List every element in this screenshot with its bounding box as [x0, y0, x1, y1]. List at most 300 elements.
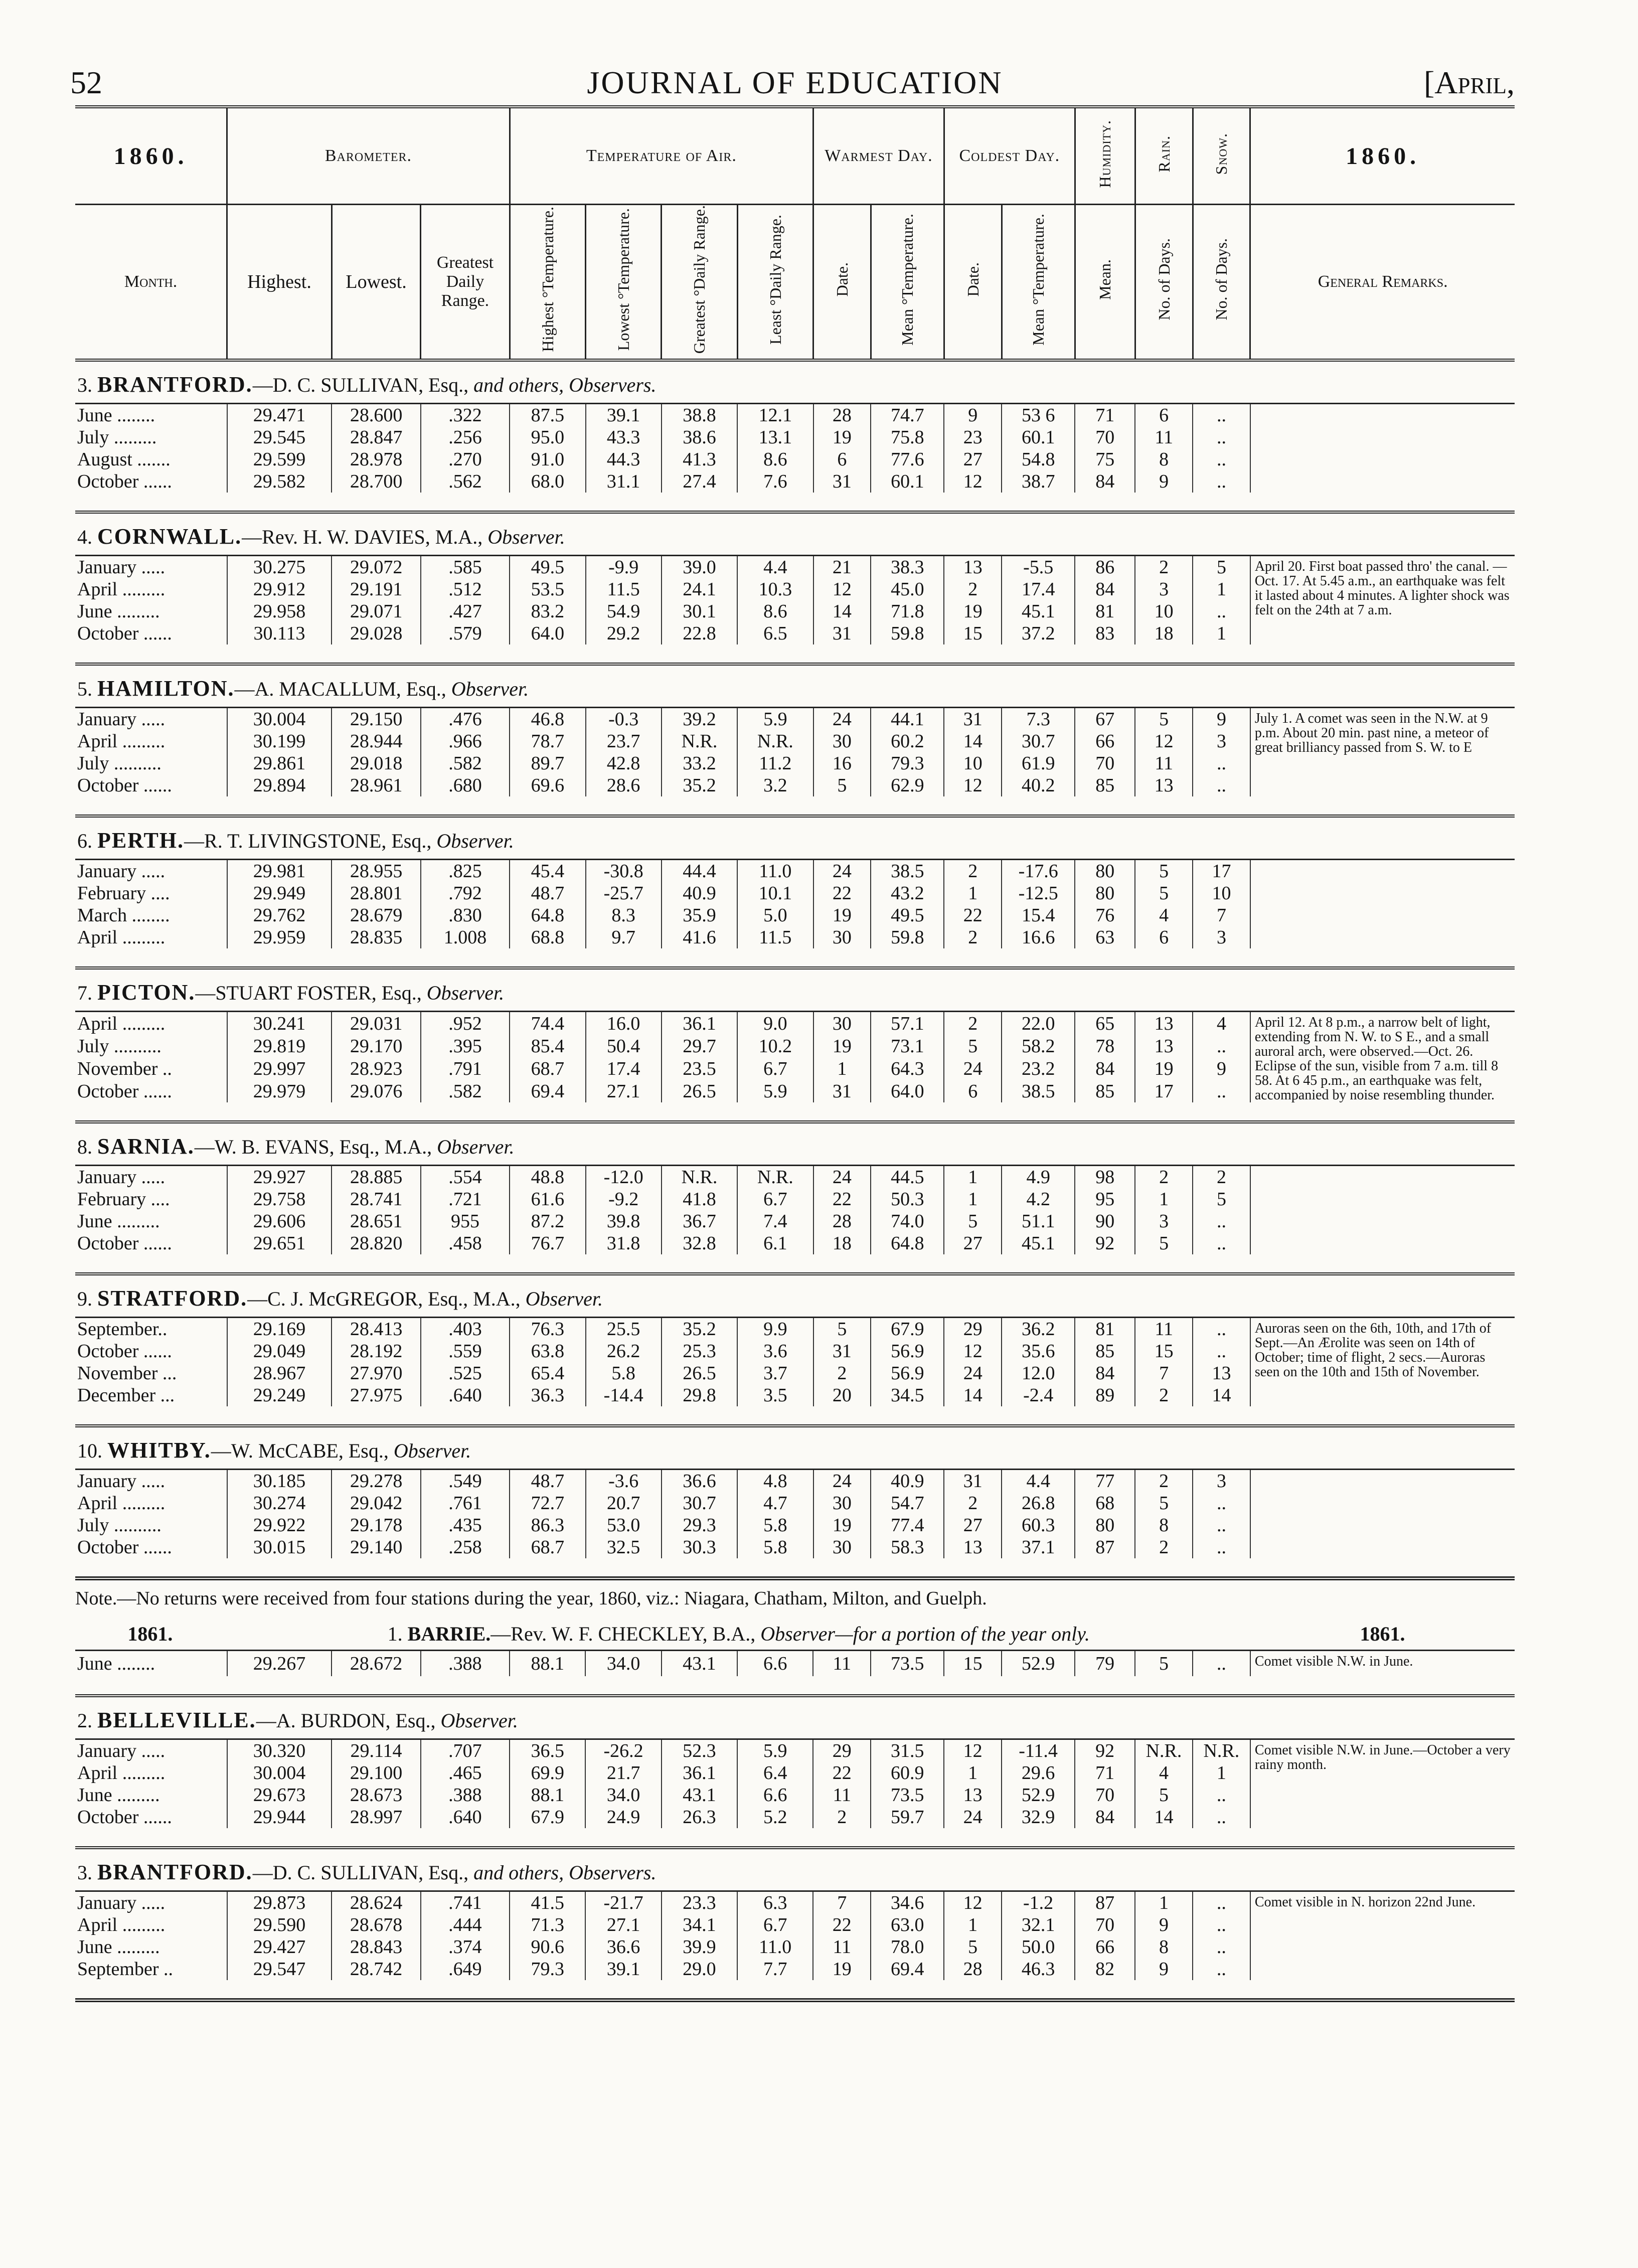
- value-cell: 29.267: [227, 1651, 332, 1677]
- value-cell: 28: [813, 404, 871, 427]
- observer-role: Observer.: [451, 677, 529, 700]
- value-cell: 66: [1075, 1936, 1135, 1958]
- value-cell: 25.5: [586, 1318, 662, 1341]
- value-cell: .792: [421, 882, 510, 904]
- month-cell: June .........: [77, 1936, 160, 1958]
- station-title: [75, 968, 1515, 1012]
- value-cell: 53.5: [510, 578, 585, 600]
- station-number: 1.: [387, 1622, 403, 1645]
- value-cell: 82: [1075, 1958, 1135, 1980]
- value-cell: N.R.: [1135, 1739, 1193, 1762]
- value-cell: 43.2: [871, 882, 944, 904]
- value-cell: 29.249: [227, 1384, 332, 1406]
- value-cell: 33.2: [662, 752, 737, 774]
- value-cell: 29.547: [227, 1958, 332, 1980]
- value-cell: 81: [1075, 600, 1135, 622]
- value-cell: 7.6: [737, 470, 813, 493]
- value-cell: 38.6: [662, 426, 737, 448]
- value-cell: 24.1: [662, 578, 737, 600]
- value-cell: .512: [421, 578, 510, 600]
- value-cell: 59.7: [871, 1806, 944, 1828]
- value-cell: 50.4: [586, 1035, 662, 1057]
- value-cell: 1: [944, 1914, 1002, 1936]
- value-cell: .427: [421, 600, 510, 622]
- value-cell: 31: [813, 1080, 871, 1102]
- station-title: [75, 1122, 1515, 1166]
- value-cell: 8: [1135, 448, 1193, 470]
- value-cell: 29.590: [227, 1914, 332, 1936]
- value-cell: 4.7: [737, 1492, 813, 1514]
- value-cell: 35.2: [662, 774, 737, 796]
- value-cell: 83: [1075, 622, 1135, 644]
- value-cell: 8: [1135, 1514, 1193, 1536]
- value-cell: ..: [1193, 404, 1250, 427]
- value-cell: 29.028: [332, 622, 420, 644]
- value-cell: 32.8: [662, 1232, 737, 1254]
- month-cell: January .....: [77, 1892, 166, 1914]
- value-cell: 30: [813, 1536, 871, 1558]
- value-cell: 71: [1075, 1762, 1135, 1784]
- value-cell: 7: [813, 1891, 871, 1914]
- value-cell: 24: [813, 708, 871, 731]
- station-name: BARRIE.: [407, 1622, 491, 1645]
- value-cell: 21: [813, 556, 871, 579]
- value-cell: 1: [813, 1057, 871, 1080]
- month-cell: October ......: [77, 775, 172, 796]
- value-cell: 24: [944, 1057, 1002, 1080]
- warm-mean-header: Mean °Temperature.: [898, 213, 917, 346]
- value-cell: 4: [1135, 1762, 1193, 1784]
- value-cell: 26.3: [662, 1806, 737, 1828]
- value-cell: 29.100: [332, 1762, 420, 1784]
- value-cell: 49.5: [871, 904, 944, 926]
- value-cell: 1: [944, 1762, 1002, 1784]
- value-cell: -9.2: [586, 1188, 662, 1210]
- value-cell: 39.1: [585, 1958, 661, 1980]
- remarks-cell: Comet visible N.W. in June.: [1250, 1651, 1515, 1677]
- observer: —W. McCABE, Esq.,: [211, 1439, 389, 1462]
- value-cell: 4.4: [1002, 1470, 1075, 1493]
- value-cell: 955: [421, 1210, 510, 1232]
- value-cell: 45.1: [1002, 600, 1075, 622]
- value-cell: 6: [944, 1080, 1002, 1102]
- value-cell: 28.413: [332, 1318, 420, 1341]
- year-left: 1860.: [75, 107, 227, 205]
- value-cell: 4: [1193, 1012, 1250, 1035]
- month-cell: June .........: [77, 1785, 160, 1806]
- value-cell: 15: [944, 622, 1002, 644]
- snow-header: Snow.: [1212, 132, 1231, 175]
- value-cell: 13: [1135, 774, 1193, 796]
- value-cell: ..: [1193, 1958, 1250, 1980]
- value-cell: 29.819: [227, 1035, 332, 1057]
- value-cell: .640: [421, 1384, 510, 1406]
- value-cell: 30.1: [662, 600, 737, 622]
- value-cell: 36.1: [662, 1762, 737, 1784]
- value-cell: 78.7: [510, 730, 585, 752]
- value-cell: ..: [1193, 1080, 1250, 1102]
- value-cell: 28.843: [332, 1936, 420, 1958]
- value-cell: 9: [1193, 1057, 1250, 1080]
- value-cell: 5: [944, 1035, 1002, 1057]
- station-number: 2.: [77, 1709, 92, 1732]
- value-cell: 70: [1075, 1914, 1135, 1936]
- value-cell: 44.5: [871, 1166, 944, 1189]
- value-cell: 75.8: [871, 426, 944, 448]
- value-cell: 30.7: [662, 1492, 737, 1514]
- value-cell: 29: [813, 1739, 871, 1762]
- value-cell: .680: [421, 774, 510, 796]
- temperature-header: Temperature of Air.: [510, 107, 813, 205]
- value-cell: 6: [813, 448, 871, 470]
- month-cell: October ......: [77, 1341, 172, 1362]
- table-row: [75, 1739, 1515, 1762]
- value-cell: 63: [1075, 926, 1135, 948]
- value-cell: 64.0: [510, 622, 585, 644]
- value-cell: -25.7: [586, 882, 662, 904]
- value-cell: 29.7: [662, 1035, 737, 1057]
- value-cell: 5: [1135, 1651, 1193, 1677]
- value-cell: 2: [1135, 1166, 1193, 1189]
- remarks-cell: [1250, 1166, 1515, 1255]
- month-cell: July ..........: [77, 1035, 161, 1057]
- value-cell: 11.0: [737, 1936, 813, 1958]
- station-name: HAMILTON.: [97, 676, 235, 701]
- station-name: SARNIA.: [97, 1133, 195, 1159]
- station-name: STRATFORD.: [97, 1285, 248, 1311]
- value-cell: ..: [1193, 600, 1250, 622]
- month-cell: June ........: [77, 1653, 155, 1675]
- value-cell: 88.1: [510, 1651, 585, 1677]
- value-cell: 45.1: [1002, 1232, 1075, 1254]
- value-cell: 3: [1193, 730, 1250, 752]
- value-cell: ..: [1193, 1784, 1250, 1806]
- value-cell: 19: [813, 426, 871, 448]
- value-cell: 37.1: [1002, 1536, 1075, 1558]
- value-cell: .554: [421, 1166, 510, 1189]
- remarks-cell: Comet visible N.W. in June.—October a very rainy month.: [1250, 1739, 1515, 1829]
- value-cell: 6: [1135, 404, 1193, 427]
- value-cell: 12: [1135, 730, 1193, 752]
- value-cell: ..: [1193, 1035, 1250, 1057]
- month-header: Month.: [75, 205, 227, 361]
- observer: —W. B. EVANS, Esq., M.A.,: [194, 1135, 432, 1158]
- value-cell: 28.955: [332, 860, 420, 883]
- value-cell: 60.1: [1002, 426, 1075, 448]
- value-cell: 77.6: [871, 448, 944, 470]
- value-cell: 26.5: [662, 1362, 737, 1384]
- value-cell: 30.185: [227, 1470, 332, 1493]
- value-cell: 29.949: [227, 882, 332, 904]
- station-name: PICTON.: [97, 980, 196, 1005]
- value-cell: 3: [1135, 578, 1193, 600]
- cold-mean-header: Mean °Temperature.: [1029, 213, 1048, 346]
- value-cell: 15: [1135, 1340, 1193, 1362]
- value-cell: 48.7: [510, 1470, 585, 1493]
- highest-temp-header: Highest °Temperature.: [538, 207, 557, 352]
- coldest-day-header: Coldest Day.: [944, 107, 1075, 205]
- rain-days-header: No. of Days.: [1155, 238, 1173, 320]
- value-cell: 27.1: [585, 1914, 661, 1936]
- remarks-header: General Remarks.: [1250, 205, 1515, 361]
- value-cell: 1: [944, 1166, 1002, 1189]
- value-cell: 23: [944, 426, 1002, 448]
- value-cell: -30.8: [586, 860, 662, 883]
- value-cell: 61.6: [510, 1188, 585, 1210]
- value-cell: 68.8: [510, 926, 585, 948]
- value-cell: 92: [1075, 1232, 1135, 1254]
- value-cell: 27: [944, 448, 1002, 470]
- value-cell: 44.3: [586, 448, 662, 470]
- value-cell: 35.6: [1002, 1340, 1075, 1362]
- value-cell: 5.8: [737, 1536, 813, 1558]
- table-body-1860: [75, 360, 1515, 1578]
- value-cell: 59.8: [871, 622, 944, 644]
- value-cell: 19: [944, 600, 1002, 622]
- value-cell: 88.1: [510, 1784, 585, 1806]
- value-cell: 85: [1075, 1340, 1135, 1362]
- value-cell: 65: [1075, 1012, 1135, 1035]
- value-cell: 28.801: [332, 882, 420, 904]
- value-cell: 3: [1135, 1210, 1193, 1232]
- value-cell: 10.2: [737, 1035, 813, 1057]
- value-cell: 79.3: [871, 752, 944, 774]
- value-cell: .403: [421, 1318, 510, 1341]
- value-cell: 40.2: [1002, 774, 1075, 796]
- remarks-cell: [1250, 1470, 1515, 1559]
- section-divider: [75, 1254, 1515, 1274]
- value-cell: .525: [421, 1362, 510, 1384]
- value-cell: 73.5: [871, 1784, 944, 1806]
- value-cell: -1.2: [1002, 1891, 1075, 1914]
- observer-role: and others, Observers.: [473, 373, 657, 396]
- value-cell: 87.2: [510, 1210, 585, 1232]
- value-cell: 28.978: [332, 448, 420, 470]
- value-cell: 22: [813, 1914, 871, 1936]
- station-name: BELLEVILLE.: [97, 1707, 256, 1732]
- value-cell: 14: [944, 1384, 1002, 1406]
- value-cell: ..: [1193, 752, 1250, 774]
- value-cell: 29.018: [332, 752, 420, 774]
- table-body-1861: [75, 1617, 1515, 2000]
- value-cell: 5: [813, 1318, 871, 1341]
- month-cell: April .........: [77, 1013, 166, 1034]
- value-cell: 24: [813, 860, 871, 883]
- value-cell: 89: [1075, 1384, 1135, 1406]
- value-cell: .791: [421, 1057, 510, 1080]
- value-cell: 11: [1135, 426, 1193, 448]
- value-cell: 27.4: [662, 470, 737, 493]
- value-cell: 3.2: [737, 774, 813, 796]
- value-cell: 11.5: [737, 926, 813, 948]
- value-cell: 95.0: [510, 426, 585, 448]
- month-cell: June .........: [77, 1211, 160, 1232]
- value-cell: 30: [813, 926, 871, 948]
- value-cell: 29.927: [227, 1166, 332, 1189]
- value-cell: 68.7: [510, 1057, 585, 1080]
- value-cell: ..: [1193, 1232, 1250, 1254]
- value-cell: 29.922: [227, 1514, 332, 1536]
- value-cell: 54.8: [1002, 448, 1075, 470]
- value-cell: 22: [944, 904, 1002, 926]
- value-cell: 70: [1075, 426, 1135, 448]
- warmest-day-header: Warmest Day.: [813, 107, 944, 205]
- value-cell: 12: [944, 470, 1002, 493]
- value-cell: 19: [813, 1958, 871, 1980]
- value-cell: 13.1: [737, 426, 813, 448]
- value-cell: 60.3: [1002, 1514, 1075, 1536]
- value-cell: 39.9: [662, 1936, 737, 1958]
- value-cell: 73.1: [871, 1035, 944, 1057]
- value-cell: 30.7: [1002, 730, 1075, 752]
- value-cell: 9: [1135, 470, 1193, 493]
- table-row: [75, 556, 1515, 579]
- value-cell: 13: [1135, 1012, 1193, 1035]
- greatest-temp-range-header: Greatest °Daily Range.: [690, 205, 709, 354]
- value-cell: 74.0: [871, 1210, 944, 1232]
- value-cell: 84: [1075, 578, 1135, 600]
- barometer-header: Barometer.: [227, 107, 510, 205]
- value-cell: 28.679: [332, 904, 420, 926]
- year-1861-right: 1861.: [1250, 1617, 1515, 1651]
- month-cell: March ........: [77, 905, 170, 926]
- value-cell: ..: [1193, 426, 1250, 448]
- value-cell: 27: [944, 1232, 1002, 1254]
- value-cell: 6.6: [737, 1651, 813, 1677]
- value-cell: 29.427: [227, 1936, 332, 1958]
- snow-days-header: No. of Days.: [1212, 238, 1231, 320]
- value-cell: -12.5: [1002, 882, 1075, 904]
- value-cell: 14: [944, 730, 1002, 752]
- value-cell: 69.6: [510, 774, 585, 796]
- value-cell: 84: [1075, 470, 1135, 493]
- value-cell: 29.170: [332, 1035, 420, 1057]
- value-cell: 39.1: [586, 404, 662, 427]
- value-cell: .649: [421, 1958, 510, 1980]
- year-1861-left: 1861.: [75, 1617, 227, 1651]
- observer: —C. J. McGREGOR, Esq., M.A.,: [247, 1287, 521, 1310]
- value-cell: 26.8: [1002, 1492, 1075, 1514]
- value-cell: 29.582: [227, 470, 332, 493]
- station-name: PERTH.: [97, 828, 185, 853]
- table-row: [75, 1891, 1515, 1914]
- value-cell: 72.7: [510, 1492, 585, 1514]
- value-cell: 29.150: [332, 708, 420, 731]
- value-cell: 38.3: [871, 556, 944, 579]
- barrie-title-row: [75, 1617, 1515, 1651]
- value-cell: ..: [1193, 1651, 1250, 1677]
- value-cell: 16: [813, 752, 871, 774]
- value-cell: 9: [1135, 1914, 1193, 1936]
- value-cell: 11.5: [586, 578, 662, 600]
- humidity-header: Humidity.: [1096, 119, 1114, 188]
- value-cell: 5: [944, 1936, 1002, 1958]
- value-cell: 85.4: [510, 1035, 585, 1057]
- value-cell: 29.762: [227, 904, 332, 926]
- value-cell: 87: [1075, 1891, 1135, 1914]
- value-cell: 2: [813, 1362, 871, 1384]
- value-cell: 17: [1135, 1080, 1193, 1102]
- station-number: 8.: [77, 1135, 92, 1158]
- value-cell: 9.0: [737, 1012, 813, 1035]
- station-title: [75, 816, 1515, 860]
- value-cell: 70: [1075, 752, 1135, 774]
- observer: —Rev. H. W. DAVIES, M.A.,: [242, 525, 483, 548]
- remarks-cell: April 20. First boat passed thro' the canal. — Oct. 17. At 5.45 a.m., an earthquake was felt it lasted about 4 minutes. A lighter shock was felt on the 24th at 7 a.m.: [1250, 556, 1515, 645]
- value-cell: 24: [944, 1362, 1002, 1384]
- barrie-title: [227, 1617, 1250, 1651]
- value-cell: .559: [421, 1340, 510, 1362]
- value-cell: .270: [421, 448, 510, 470]
- value-cell: .458: [421, 1232, 510, 1254]
- value-cell: 70: [1075, 1784, 1135, 1806]
- table-row: [75, 404, 1515, 427]
- station-title-row: [75, 1426, 1515, 1470]
- value-cell: 30: [813, 1492, 871, 1514]
- value-cell: 45.0: [871, 578, 944, 600]
- value-cell: 29.471: [227, 404, 332, 427]
- value-cell: 71.8: [871, 600, 944, 622]
- value-cell: 79.3: [510, 1958, 585, 1980]
- value-cell: 69.9: [510, 1762, 585, 1784]
- value-cell: .435: [421, 1514, 510, 1536]
- month-cell: November ...: [77, 1363, 177, 1384]
- month-cell: April .........: [77, 579, 166, 600]
- value-cell: 2: [1193, 1166, 1250, 1189]
- observer: —D. C. SULLIVAN, Esq.,: [252, 373, 469, 396]
- value-cell: 3.5: [737, 1384, 813, 1406]
- value-cell: 2: [1135, 1470, 1193, 1493]
- value-cell: 83.2: [510, 600, 585, 622]
- year-right: 1860.: [1250, 107, 1515, 205]
- value-cell: 28.847: [332, 426, 420, 448]
- value-cell: 2: [944, 1012, 1002, 1035]
- value-cell: 63.0: [871, 1914, 944, 1936]
- month-cell: January .....: [77, 1167, 166, 1188]
- value-cell: 69.4: [871, 1958, 944, 1980]
- value-cell: 19: [813, 1035, 871, 1057]
- running-month: [April,: [1423, 65, 1515, 100]
- value-cell: 14: [1135, 1806, 1193, 1828]
- value-cell: 1: [944, 1188, 1002, 1210]
- month-cell: April .........: [77, 731, 166, 752]
- lowest-header: Lowest.: [332, 205, 420, 361]
- observer-role: and others, Observers.: [473, 1861, 657, 1884]
- value-cell: 29.042: [332, 1492, 420, 1514]
- station-number: 7.: [77, 981, 92, 1004]
- value-cell: 4.4: [737, 556, 813, 579]
- value-cell: 6.6: [737, 1784, 813, 1806]
- value-cell: 29.169: [227, 1318, 332, 1341]
- value-cell: 36.5: [510, 1739, 585, 1762]
- value-cell: 34.0: [585, 1651, 661, 1677]
- station-name: CORNWALL.: [97, 524, 242, 549]
- value-cell: 12: [944, 1739, 1002, 1762]
- value-cell: 4.8: [737, 1470, 813, 1493]
- value-cell: 86.3: [510, 1514, 585, 1536]
- value-cell: 63.8: [510, 1340, 585, 1362]
- value-cell: 36.1: [662, 1012, 737, 1035]
- observer-role: Observer.: [426, 981, 505, 1004]
- value-cell: 29.545: [227, 426, 332, 448]
- value-cell: 8.6: [737, 600, 813, 622]
- value-cell: 92: [1075, 1739, 1135, 1762]
- value-cell: 5.9: [737, 1080, 813, 1102]
- value-cell: 36.7: [662, 1210, 737, 1232]
- value-cell: 27.975: [332, 1384, 420, 1406]
- value-cell: 75: [1075, 448, 1135, 470]
- value-cell: 6.3: [737, 1891, 813, 1914]
